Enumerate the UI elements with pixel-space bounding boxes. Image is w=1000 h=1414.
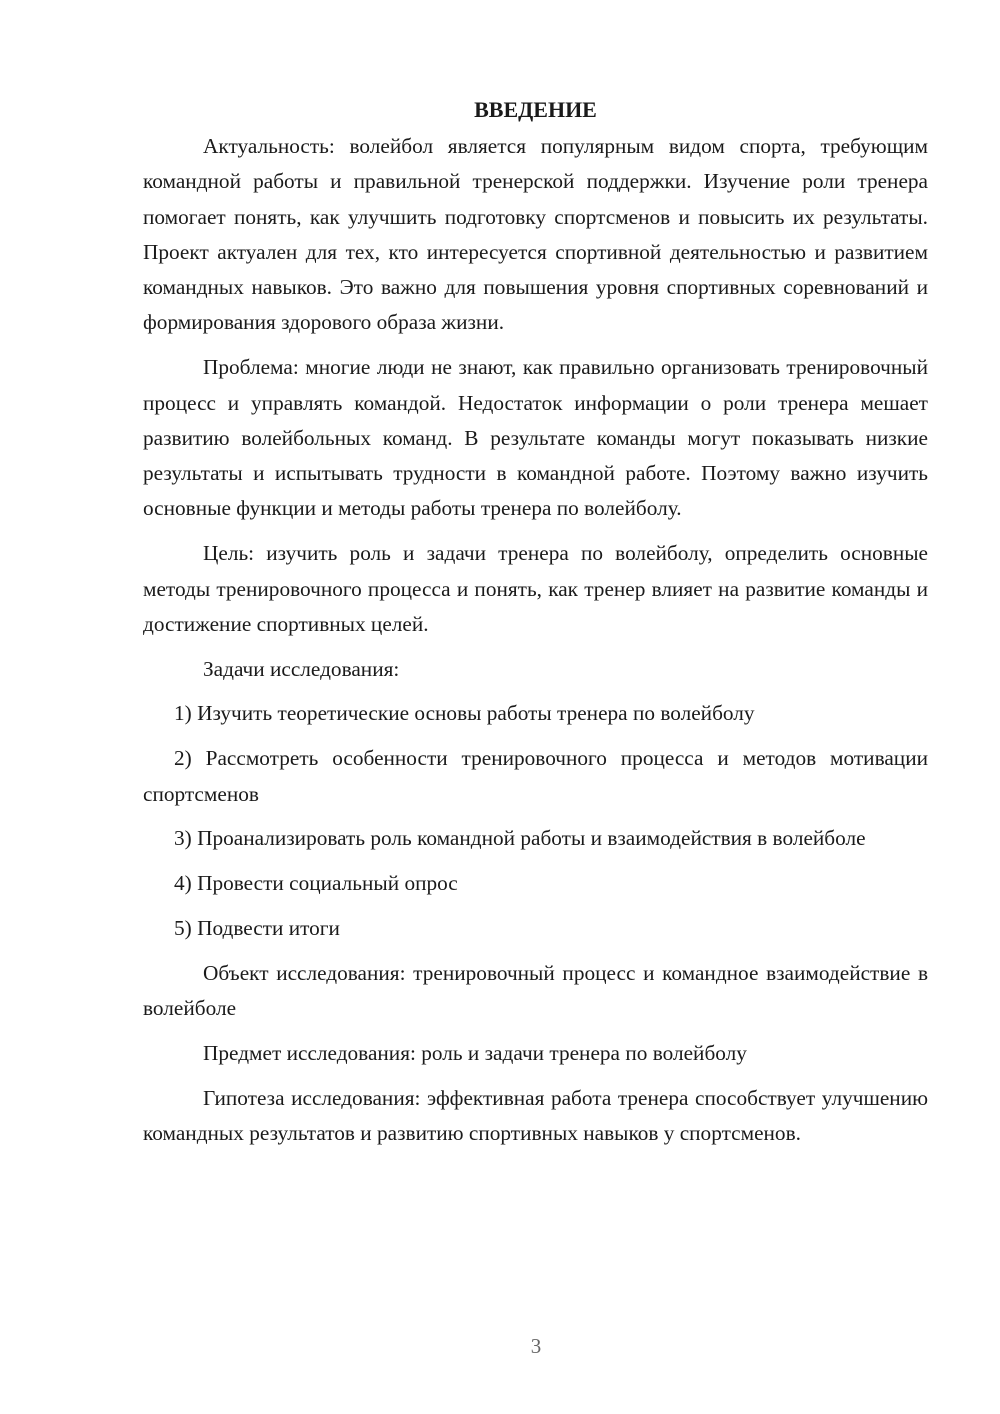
paragraph-hypothesis: Гипотеза исследования: эффективная работа тренера способствует улучшению командных результатов и развитию спортивных навыков у спортсменов. [143,1085,928,1145]
page-number: 3 [530,1334,542,1358]
paragraph-problem: Проблема: многие люди не знают, как правильно организовать тренировочный процесс и управлять командой. Недостаток информации о роли тренера мешает развитию волейбольных команд. В результате команды могут показывать низкие результаты и испытывать трудности в командной работе. Поэтому важно изучить основные функции и методы работы тренера по волейболу. [143,355,928,521]
paragraph-object: Объект исследования: тренировочный процесс и командное взаимодействие в волейболе [143,960,928,1021]
task-item-5: 5) Подвести итоги [174,915,340,940]
paragraph-relevance: Актуальность: волейбол является популярным видом спорта, требующим командной работы и правильной тренерской поддержки. Изучение роли тренера помогает понять, как улучшить подготовку спортсменов и повысить их результаты. Проект актуален для тех, кто интересуется спортивной деятельностью и развитием командных навыков. Это важно для повышения уровня спортивных соревнований и формирования здорового образа жизни. [143,134,928,335]
paragraph-subject: Предмет исследования: роль и задачи тренера по волейболу [203,1040,747,1065]
document-page [143,92,928,1161]
task-item-1: 1) Изучить теоретические основы работы тренера по волейболу [174,701,755,726]
task-item-2: 2) Рассмотреть особенности тренировочного процесса и методов мотивации спортсменов [143,746,928,806]
tasks-list [143,696,928,946]
page-title: ВВЕДЕНИЕ [474,97,597,122]
tasks-heading: Задачи исследования: [203,656,400,681]
task-item-3: 3) Проанализировать роль командной работы и взаимодействия в волейболе [174,826,866,851]
task-item-4: 4) Провести социальный опрос [174,871,458,896]
paragraph-goal: Цель: изучить роль и задачи тренера по волейболу, определить основные методы тренировочного процесса и понять, как тренер влияет на развитие команды и достижение спортивных целей. [143,541,928,636]
